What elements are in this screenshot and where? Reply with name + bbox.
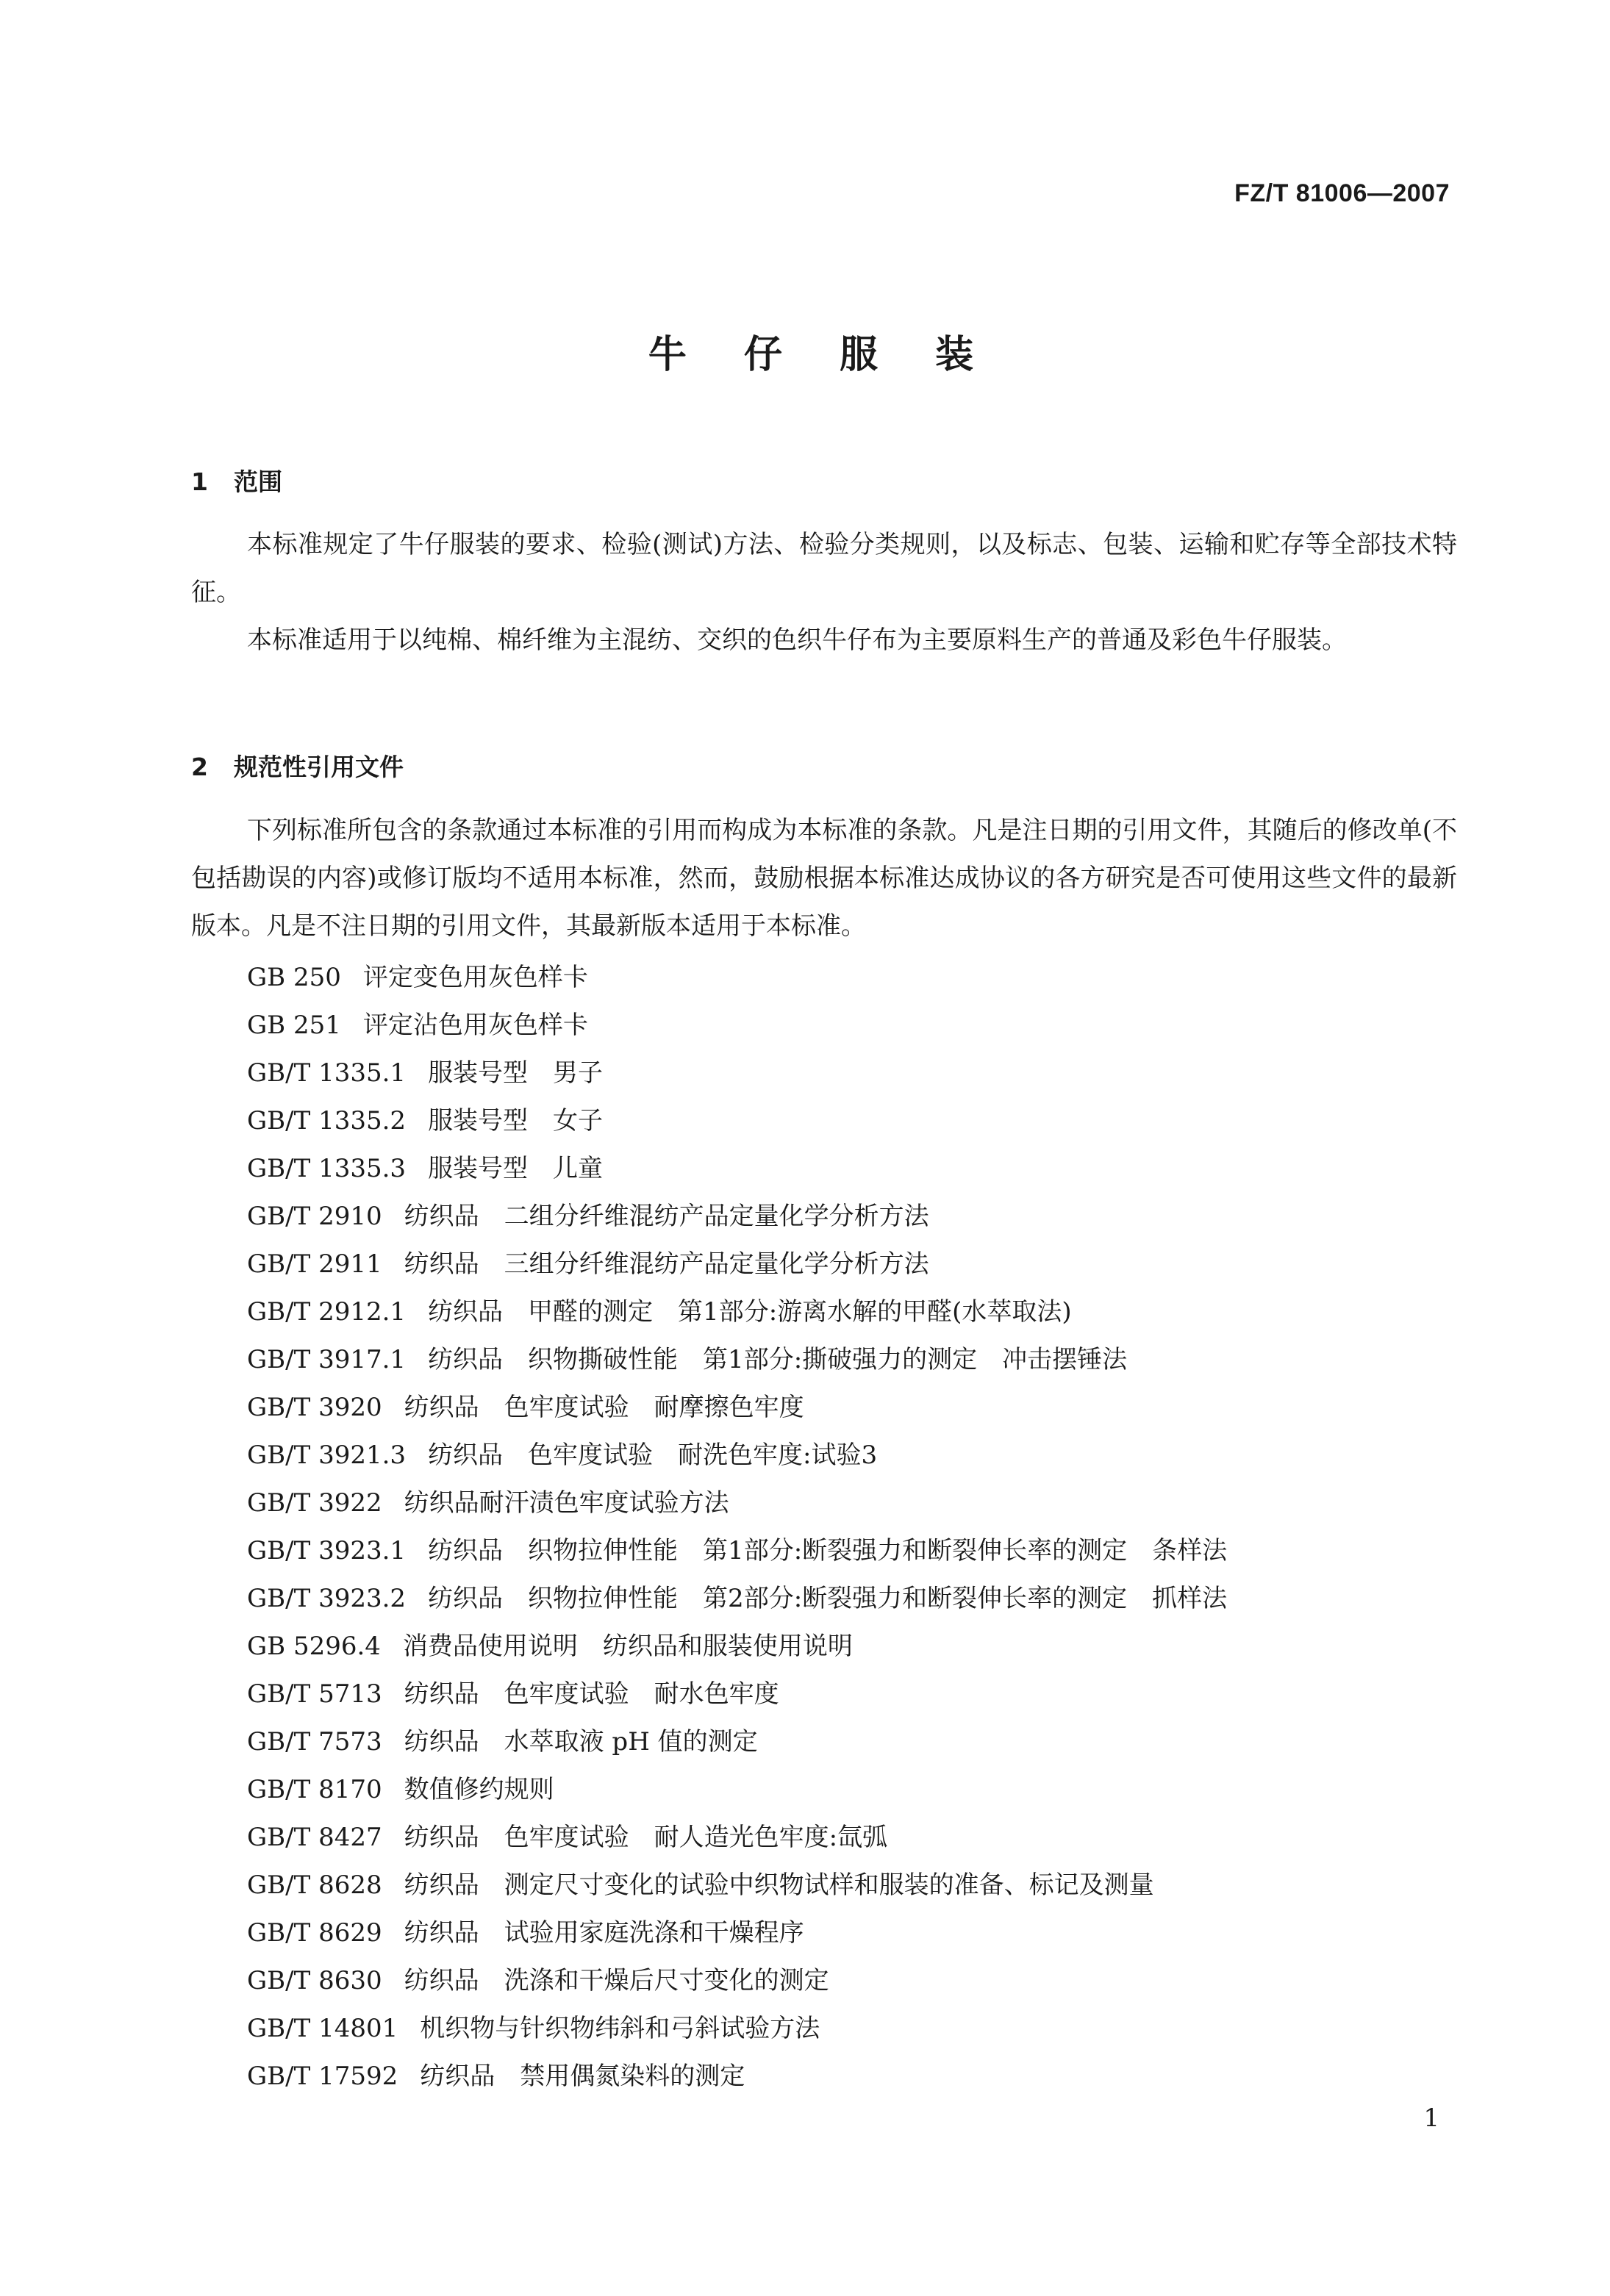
reference-title: 纺织品 试验用家庭洗涤和干燥程序 [404, 1918, 804, 1948]
reference-item [247, 1241, 1227, 1288]
reference-title: 纺织品 三组分纤维混纺产品定量化学分析方法 [404, 1249, 929, 1279]
page-number: 1 [1423, 2103, 1439, 2133]
reference-item [247, 1384, 1227, 1432]
reference-title: 纺织品 织物拉伸性能 第2部分:断裂强力和断裂伸长率的测定 抓样法 [428, 1584, 1228, 1613]
reference-item [247, 1097, 1227, 1145]
reference-code: GB/T 1335.2 [247, 1106, 407, 1136]
reference-item [247, 2005, 1227, 2053]
reference-item [247, 1862, 1227, 1909]
reference-title: 消费品使用说明 纺织品和服装使用说明 [402, 1632, 853, 1661]
reference-item [247, 1145, 1227, 1193]
reference-code: GB/T 1335.3 [247, 1154, 407, 1183]
reference-title: 纺织品耐汗渍色牢度试验方法 [404, 1488, 729, 1518]
reference-code: GB/T 3923.1 [247, 1536, 407, 1565]
reference-title: 纺织品 色牢度试验 耐人造光色牢度:氙弧 [404, 1823, 888, 1852]
reference-code: GB/T 3917.1 [247, 1345, 407, 1374]
section-heading-normative-references [191, 748, 404, 783]
reference-title: 服装号型 男子 [428, 1058, 604, 1088]
reference-code: GB 250 [247, 963, 341, 992]
reference-title: 纺织品 色牢度试验 耐摩擦色牢度 [404, 1393, 804, 1422]
reference-code: GB/T 3923.2 [247, 1584, 407, 1613]
reference-item [247, 1718, 1227, 1766]
reference-item [247, 954, 1227, 1002]
reference-item [247, 1479, 1227, 1527]
reference-title: 服装号型 儿童 [428, 1154, 604, 1183]
reference-item [247, 1002, 1227, 1050]
reference-item [247, 1575, 1227, 1623]
reference-code: GB/T 14801 [247, 2014, 398, 2043]
reference-item [247, 1050, 1227, 1097]
reference-title: 纺织品 洗涤和干燥后尺寸变化的测定 [404, 1966, 829, 1995]
reference-title: 纺织品 织物拉伸性能 第1部分:断裂强力和断裂伸长率的测定 条样法 [428, 1536, 1228, 1565]
reference-code: GB/T 1335.1 [247, 1058, 407, 1088]
reference-code: GB/T 2910 [247, 1202, 382, 1231]
reference-code: GB 251 [247, 1011, 341, 1040]
references-intro-paragraph: 下列标准所包含的条款通过本标准的引用而构成为本标准的条款。凡是注日期的引用文件，其随后的修改单(不包括勘误的内容)或修订版均不适用本标准，然而，鼓励根据本标准达成协议的各方研究是否可使用这些文件的最新版本。凡是不注日期的引用文件，其最新版本适用于本标准。 [191, 816, 1457, 941]
reference-item [247, 1671, 1227, 1718]
section-heading-scope [191, 463, 282, 498]
standard-code: FZ/T 81006—2007 [1234, 179, 1450, 207]
reference-title: 纺织品 二组分纤维混纺产品定量化学分析方法 [404, 1202, 929, 1231]
reference-code: GB/T 8630 [247, 1966, 382, 1995]
reference-code: GB/T 8170 [247, 1775, 382, 1804]
reference-title: 纺织品 织物撕破性能 第1部分:撕破强力的测定 冲击摆锤法 [428, 1345, 1128, 1374]
reference-item [247, 1432, 1227, 1479]
reference-title: 评定沾色用灰色样卡 [362, 1011, 588, 1040]
reference-code: GB/T 8427 [247, 1823, 382, 1852]
reference-item [247, 1623, 1227, 1671]
reference-code: GB/T 2912.1 [247, 1297, 407, 1327]
reference-title: 纺织品 测定尺寸变化的试验中织物试样和服装的准备、标记及测量 [404, 1870, 1154, 1900]
reference-title: 纺织品 色牢度试验 耐洗色牢度:试验3 [428, 1441, 878, 1470]
scope-paragraph: 本标准适用于以纯棉、棉纤维为主混纺、交织的色织牛仔布为主要原料生产的普通及彩色牛仔服装。 [247, 625, 1347, 655]
scope-paragraph: 本标准规定了牛仔服装的要求、检验(测试)方法、检验分类规则，以及标志、包装、运输和贮存等全部技术特征。 [191, 530, 1457, 607]
section-title: 范围 [234, 467, 282, 496]
reference-code: GB/T 2911 [247, 1249, 382, 1279]
reference-title: 机织物与针织物纬斜和弓斜试验方法 [420, 2014, 820, 2043]
document-title: 牛 仔 服 装 [648, 333, 996, 377]
reference-code: GB/T 8628 [247, 1870, 382, 1900]
reference-code: GB/T 17592 [247, 2062, 398, 2091]
reference-code: GB/T 3920 [247, 1393, 382, 1422]
reference-item [247, 1193, 1227, 1241]
reference-title: 数值修约规则 [404, 1775, 554, 1804]
reference-code: GB/T 8629 [247, 1918, 382, 1948]
reference-item [247, 1909, 1227, 1957]
reference-item [247, 1766, 1227, 1814]
section-number: 2 [191, 753, 208, 781]
reference-code: GB/T 3921.3 [247, 1441, 407, 1470]
reference-code: GB/T 3922 [247, 1488, 382, 1518]
reference-item [247, 1336, 1227, 1384]
reference-item [247, 1527, 1227, 1575]
section-number: 1 [191, 467, 208, 496]
section-title: 规范性引用文件 [234, 753, 404, 781]
reference-item [247, 1957, 1227, 2005]
reference-item [247, 1288, 1227, 1336]
reference-code: GB 5296.4 [247, 1632, 381, 1661]
reference-title: 纺织品 甲醛的测定 第1部分:游离水解的甲醛(水萃取法) [428, 1297, 1072, 1327]
reference-code: GB/T 7573 [247, 1727, 382, 1757]
reference-title: 纺织品 水萃取液 pH 值的测定 [404, 1727, 758, 1757]
reference-list [247, 954, 1227, 2101]
reference-item [247, 1814, 1227, 1862]
reference-title: 评定变色用灰色样卡 [362, 963, 588, 992]
reference-code: GB/T 5713 [247, 1679, 382, 1709]
reference-item [247, 2053, 1227, 2101]
reference-title: 服装号型 女子 [428, 1106, 604, 1136]
reference-title: 纺织品 色牢度试验 耐水色牢度 [404, 1679, 779, 1709]
reference-title: 纺织品 禁用偶氮染料的测定 [420, 2062, 745, 2091]
